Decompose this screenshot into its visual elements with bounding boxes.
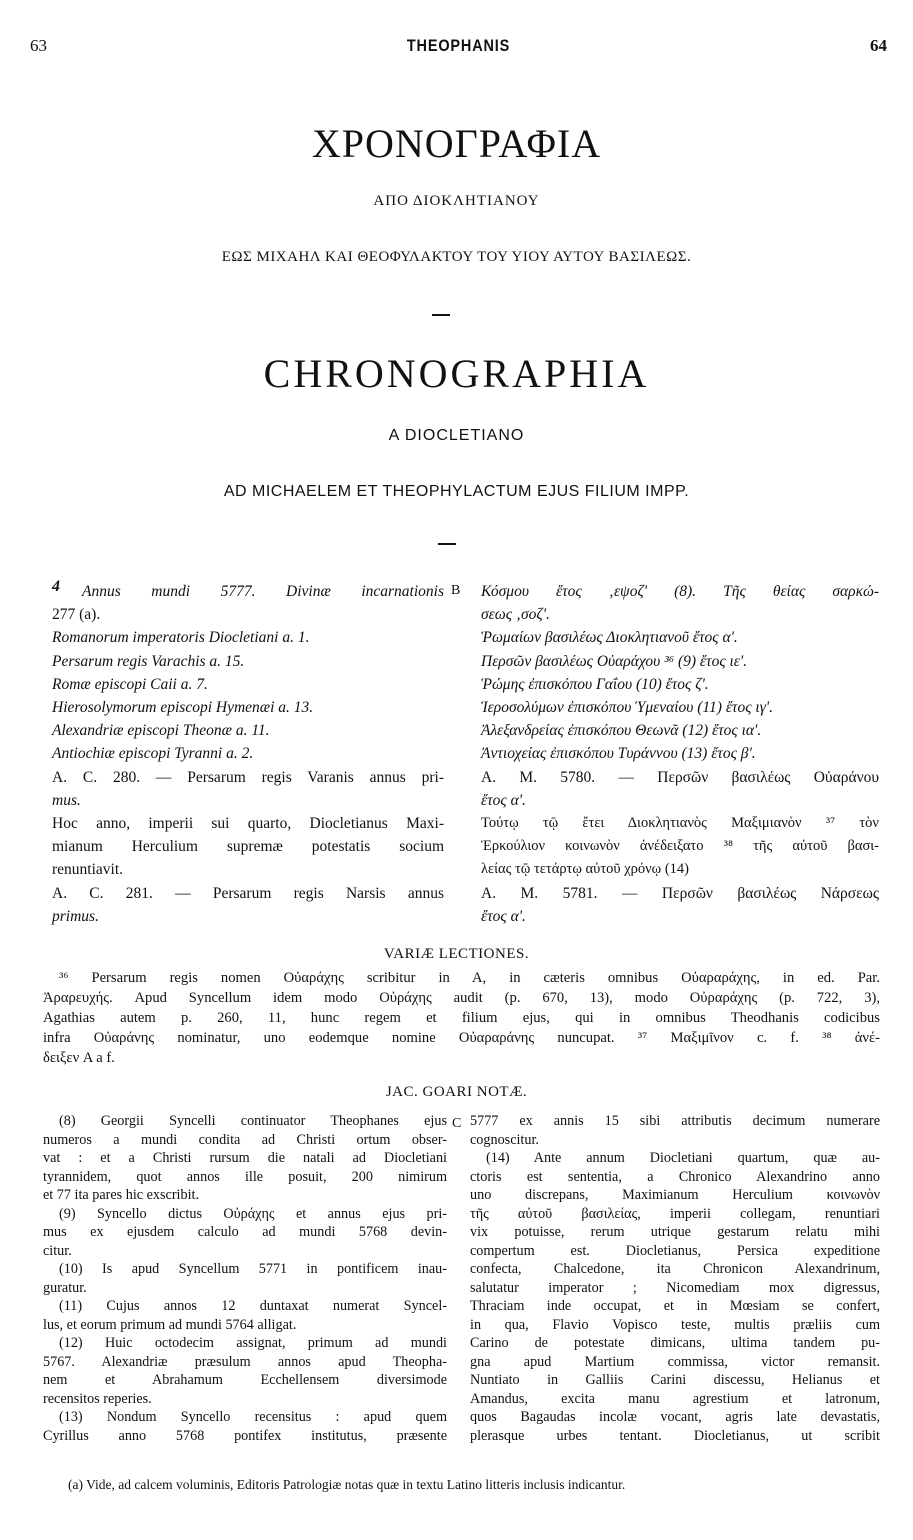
- note-line: nem et Abrahamum Ecchellensem diversimode: [43, 1372, 447, 1388]
- chronicle-line: 277 (a).: [52, 606, 101, 624]
- variae-lectiones: [43, 968, 880, 1068]
- note-line: vix potuisse, rerum utrique gestarum relatu mihi: [470, 1224, 880, 1240]
- footnote: (a) Vide, ad calcem voluminis, Editoris Patrologiæ notas quæ in textu Latino litteris inclusis indicantur.: [68, 1477, 626, 1492]
- running-title: THEOPHANIS: [406, 36, 511, 55]
- note-line: uno discrepans, Maximianum Herculium κοινωνὸν: [470, 1187, 880, 1203]
- chronicle-line: Τούτῳ τῷ ἔτει Διοκλητιανὸς Μαξιμιανὸν ³⁷ τὸν: [481, 815, 879, 832]
- note-line: 5767. Alexandriæ præsulum annos apud Theopha-: [43, 1353, 447, 1370]
- greek-subtitle-1: ΑΠΟ ΔΙΟΚΛΗΤΙΑΝΟΥ: [373, 193, 540, 209]
- note-line: recensitos reperies.: [43, 1390, 152, 1407]
- variant-line: Agathias autem p. 260, 11, hunc regem et filium ejus, qui in omnibus Theodhanis codicibus: [43, 1010, 880, 1026]
- latin-subtitle-2: AD MICHAELEM ET THEOPHYLACTUM EJUS FILIUM IMPP.: [223, 483, 690, 500]
- chronicle-line: σεως ‚σοζ'.: [481, 606, 550, 624]
- notes-right-column: [470, 1112, 880, 1445]
- note-line: (13) Nondum Syncello recensitus : apud quem: [59, 1409, 447, 1425]
- greek-subtitle-2: ΕΩΣ ΜΙΧΑΗΛ ΚΑΙ ΘΕΟΦΥΛΑΚΤΟΥ ΤΟΥ ΥΙΟΥ ΑΥΤΟΥ ΒΑΣΙΛΕΩΣ.: [221, 249, 692, 265]
- note-line: in qua, Flavio Vopisco teste, multis præliis cum: [470, 1316, 880, 1333]
- note-line: cognoscitur.: [470, 1131, 539, 1148]
- note-line: Cyrillus anno 5768 pontifex institutus, præsente: [43, 1427, 447, 1444]
- chronicle-line: Ῥώμης ἐπισκόπου Γαΐου (10) ἔτος ζ'.: [481, 675, 709, 693]
- chronicle-line: ἔτος α'.: [481, 907, 526, 925]
- note-line: (11) Cujus annos 12 duntaxat numerat Syncel-: [59, 1298, 447, 1314]
- title-divider-2: [438, 543, 456, 545]
- chronicle-line: A. M. 5780. — Περσῶν βασιλέως Οὐαράνου: [481, 768, 879, 786]
- chronicle-line: Annus mundi 5777. Divinæ incarnationis: [82, 583, 444, 600]
- chronicle-line: Ἀλεξανδρείας ἐπισκόπου Θεωνᾶ (12) ἔτος ια'.: [481, 722, 762, 740]
- chronicle-line: Ἱεροσολύμων ἐπισκόπου Ὑμεναίου (11) ἔτος ιγ'.: [481, 699, 773, 717]
- chronicle-line: A. C. 281. — Persarum regis Narsis annus: [52, 884, 444, 902]
- greek-title: ΧΡΟΝΟΓΡΑΦΙΑ: [311, 121, 602, 166]
- note-line: (10) Is apud Syncellum 5771 in pontificem inau-: [59, 1261, 447, 1277]
- note-line: Amandus, excita manu agrestium et latronum,: [470, 1390, 880, 1407]
- chronicle-line: Ἑρκούλιον κοινωνὸν ἀνέδειξατο ³⁸ τῆς αὐτοῦ βασι-: [481, 838, 879, 855]
- note-line: (9) Syncello dictus Οὐράχης et annus ejus pri-: [59, 1205, 447, 1222]
- chronicle-line: primus.: [52, 907, 99, 925]
- chronicle-line: Hierosolymorum episcopi Hymenæi a. 13.: [52, 699, 314, 717]
- note-line: vat : et a Christi rursum die natali ad Diocletiani: [43, 1150, 447, 1166]
- chronicle-line: Antiochiæ episcopi Tyranni a. 2.: [52, 745, 254, 763]
- note-line: confecta, Chalcedone, ita Chronicon Alexandrinum,: [470, 1261, 880, 1277]
- chronicle-line: mus.: [52, 791, 81, 809]
- chronicle-line: A. M. 5781. — Περσῶν βασιλέως Νάρσεως: [481, 884, 879, 902]
- notes-left-column: [43, 1112, 447, 1445]
- note-line: 5777 ex annis 15 sibi attributis decimum numerare: [470, 1113, 880, 1129]
- latin-title: CHRONOGRAPHIA: [263, 351, 650, 396]
- note-line: tyrannidem, quot annos ille posuit, 200 nimirum: [43, 1168, 447, 1185]
- page-number-right: 64: [870, 36, 887, 55]
- variae-heading: VARIÆ LECTIONES.: [383, 946, 530, 962]
- note-line: (8) Georgii Syncelli continuator Theophanes ejus: [59, 1113, 447, 1129]
- chronicle-line: Romanorum imperatoris Diocletiani a. 1.: [52, 629, 310, 647]
- note-line: mus ex ejusdem calculo ad mundi 5768 devin-: [43, 1224, 447, 1240]
- margin-marker-4: 4: [52, 578, 60, 595]
- column-marker-c: C: [452, 1116, 462, 1131]
- chronicle-line: Persarum regis Varachis a. 15.: [52, 652, 245, 670]
- note-line: gna apud Martium commissa, victor remansit.: [470, 1353, 880, 1370]
- note-line: Nuntiato in Galliis Carini discessu, Helianus et: [470, 1372, 880, 1388]
- note-line: τῆς αὐτοῦ βασιλείας, imperii collegam, renuntiari: [470, 1205, 880, 1222]
- chronicle-line: Κόσμου ἔτος ‚εψοζ' (8). Τῆς θείας σαρκώ-: [481, 583, 879, 600]
- variant-line: Ἀραρευχής. Apud Syncellum idem modo Οὐράχης audit (p. 670, 13), modo Οὐραράχης (p. 722, 3),: [43, 990, 880, 1006]
- latin-subtitle-1: A DIOCLETIANO: [388, 427, 525, 444]
- title-divider-1: [432, 314, 450, 316]
- chronicle-line: Alexandriæ episcopi Theonæ a. 11.: [52, 722, 270, 740]
- chronicle-line: Romæ episcopi Caii a. 7.: [52, 675, 208, 693]
- note-line: (14) Ante annum Diocletiani quartum, quæ au-: [486, 1150, 880, 1166]
- latin-chronicle-column: [52, 580, 444, 928]
- page-number-left: 63: [30, 36, 47, 55]
- note-line: quos Bagaudas incolæ vocant, agris late devastatis,: [470, 1409, 880, 1425]
- chronicle-line: Περσῶν βασιλέως Οὐαράχου ³⁶ (9) ἔτος ιε'.: [481, 652, 748, 670]
- note-line: guratur.: [43, 1279, 87, 1296]
- note-line: numeros a mundi condita ad Christi ortum obser-: [43, 1131, 447, 1148]
- variant-line: infra Οὐαράνης nominatur, uno eodemque nomine Οὐαραράνης nuncupat. ³⁷ Μαξιμῖνον c. f. ³⁸ ἀνέ-: [43, 1030, 880, 1046]
- variant-line: δειξεν A a f.: [43, 1050, 115, 1066]
- chronicle-line: Ῥωμαίων βασιλέως Διοκλητιανοῦ ἔτος α'.: [481, 629, 738, 647]
- column-marker-b: B: [451, 583, 461, 598]
- chronicle-line: mianum Herculium supremæ potestatis socium: [52, 838, 444, 856]
- chronicle-line: λείας τῷ τετάρτῳ αὐτοῦ χρόνῳ (14): [481, 861, 690, 878]
- note-line: salutatur imperator ; Nicomediam mox digressus,: [470, 1279, 880, 1296]
- notae-heading: JAC. GOARI NOTÆ.: [385, 1084, 528, 1100]
- chronicle-line: A. C. 280. — Persarum regis Varanis annus pri-: [52, 768, 444, 786]
- note-line: (12) Huic octodecim assignat, primum ad mundi: [59, 1335, 447, 1351]
- greek-chronicle-column: [481, 580, 879, 928]
- chronicle-line: ἔτος α'.: [481, 791, 526, 809]
- note-line: Carino de potestate dimicans, ultima tandem pu-: [470, 1335, 880, 1351]
- note-line: compertum est. Diocletianus, Persica expeditione: [470, 1242, 880, 1259]
- note-line: ctoris est sententia, a Chronico Alexandrino anno: [470, 1168, 880, 1185]
- chronicle-line: Ἀντιοχείας ἐπισκόπου Τυράννου (13) ἔτος β'.: [481, 745, 756, 763]
- chronicle-line: Hoc anno, imperii sui quarto, Diocletianus Maxi-: [52, 815, 444, 833]
- note-line: citur.: [43, 1242, 72, 1259]
- note-line: Thraciam inde occupat, et in Mœsiam se confert,: [470, 1298, 880, 1314]
- chronicle-line: renuntiavit.: [52, 861, 124, 879]
- variant-line: ³⁶ Persarum regis nomen Οὐαράχης scribitur in A, in cæteris omnibus Οὐαραράχης, in ed. Par.: [59, 970, 880, 986]
- note-line: plerasque urbes tentant. Diocletianus, ut scribit: [470, 1427, 880, 1444]
- running-header: [30, 36, 887, 60]
- note-line: lus, et eorum primum ad mundi 5764 alligat.: [43, 1316, 297, 1333]
- note-line: et 77 ita pares hic exscribit.: [43, 1187, 200, 1203]
